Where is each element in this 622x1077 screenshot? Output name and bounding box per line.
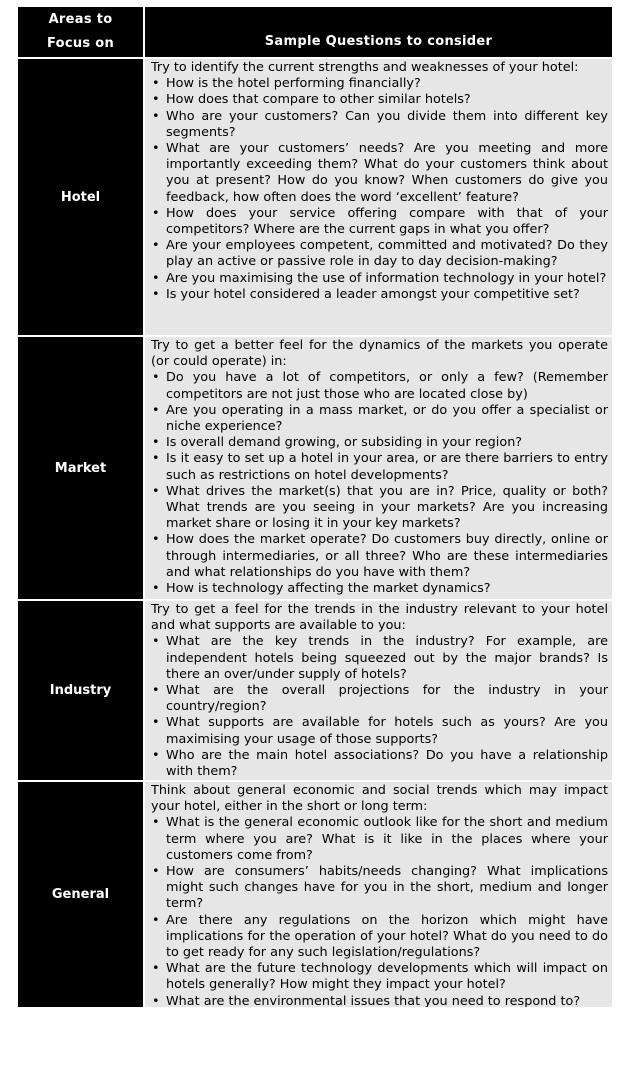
list-item: • What are the environmental issues that you need to respond to? bbox=[151, 994, 608, 1007]
header-areas-to-focus-on bbox=[18, 7, 143, 57]
industry-question-list bbox=[151, 634, 608, 780]
list-item: • Is your hotel considered a leader amongst your competitive set? bbox=[151, 287, 608, 303]
industry-intro: Try to get a feel for the trends in the industry relevant to your hotel and what supports are available to you: bbox=[151, 602, 608, 634]
list-item: • Who are your customers? Can you divide them into different key segments? bbox=[151, 109, 608, 141]
area-hotel: Hotel bbox=[18, 59, 143, 335]
market-intro: Try to get a better feel for the dynamics of the markets you operate (or could operate) in: bbox=[151, 338, 608, 370]
questions-hotel bbox=[145, 59, 612, 335]
list-item: • What are the key trends in the industry? For example, are independent hotels being squeezed out by the major brands? Is there an over/under supply of hotels? bbox=[151, 634, 608, 683]
header-areas-line2: Focus on bbox=[46, 36, 115, 51]
list-item: • Who are the main hotel associations? Do you have a relationship with them? bbox=[151, 748, 608, 780]
list-item: • What are the overall projections for the industry in your country/region? bbox=[151, 683, 608, 715]
list-item: • How does the market operate? Do customers buy directly, online or through intermediaries, or all three? Who are these intermediaries and what relationships do you have with them? bbox=[151, 532, 608, 581]
general-intro: Think about general economic and social trends which may impact your hotel, either in the short or long term: bbox=[151, 783, 608, 815]
list-item: • Is it easy to set up a hotel in your area, or are there barriers to entry such as restrictions on hotel developments? bbox=[151, 451, 608, 483]
questions-industry bbox=[145, 601, 612, 780]
list-item: • How is technology affecting the market dynamics? bbox=[151, 581, 608, 597]
area-industry: Industry bbox=[18, 601, 143, 780]
questions-general bbox=[145, 782, 612, 1007]
list-item: • Is overall demand growing, or subsiding in your region? bbox=[151, 435, 608, 451]
list-item: • What drives the market(s) that you are in? Price, quality or both? What trends are you seeing in your markets? Are you increasing market share or losing it in your key markets? bbox=[151, 484, 608, 533]
header-sample-questions: Sample Questions to consider bbox=[145, 7, 612, 57]
questions-market bbox=[145, 337, 612, 599]
list-item: • What supports are available for hotels such as yours? Are you maximising your usage of those supports? bbox=[151, 715, 608, 747]
list-item: • What is the general economic outlook like for the short and medium term where you are? What is it like in the places where your customers come from? bbox=[151, 815, 608, 864]
header-areas-line1: Areas to bbox=[48, 12, 113, 27]
list-item: • Are your employees competent, committed and motivated? Do they play an active or passive role in day to day decision-making? bbox=[151, 238, 608, 270]
list-item: • How is the hotel performing financially? bbox=[151, 76, 608, 92]
hotel-question-list bbox=[151, 76, 608, 303]
area-general: General bbox=[18, 782, 143, 1007]
list-item: • What are your customers’ needs? Are you meeting and more importantly exceeding them? What do your customers think about you at present? How do you know? When customers do give you feedback, how often does the word ‘excellent’ feature? bbox=[151, 141, 608, 206]
list-item: • How are consumers’ habits/needs changing? What implications might such changes have for you in the short, medium and longer term? bbox=[151, 864, 608, 913]
hotel-intro: Try to identify the current strengths and weaknesses of your hotel: bbox=[151, 60, 579, 75]
list-item: • Are there any regulations on the horizon which might have implications for the operation of your hotel? What do you need to do to get ready for any such legislation/regulations? bbox=[151, 913, 608, 962]
list-item: • Are you operating in a mass market, or do you offer a specialist or niche experience? bbox=[151, 403, 608, 435]
focus-areas-table bbox=[18, 7, 612, 1007]
area-market: Market bbox=[18, 337, 143, 599]
list-item: • Do you have a lot of competitors, or only a few? (Remember competitors are not just those who are located close by) bbox=[151, 370, 608, 402]
list-item: • How does your service offering compare with that of your competitors? Where are the current gaps in what you offer? bbox=[151, 206, 608, 238]
market-question-list bbox=[151, 370, 608, 597]
general-question-list bbox=[151, 815, 608, 1007]
list-item: • What are the future technology developments which will impact on hotels generally? How might they impact your hotel? bbox=[151, 961, 608, 993]
list-item: • Are you maximising the use of information technology in your hotel? bbox=[151, 271, 608, 287]
list-item: • How does that compare to other similar hotels? bbox=[151, 92, 608, 108]
